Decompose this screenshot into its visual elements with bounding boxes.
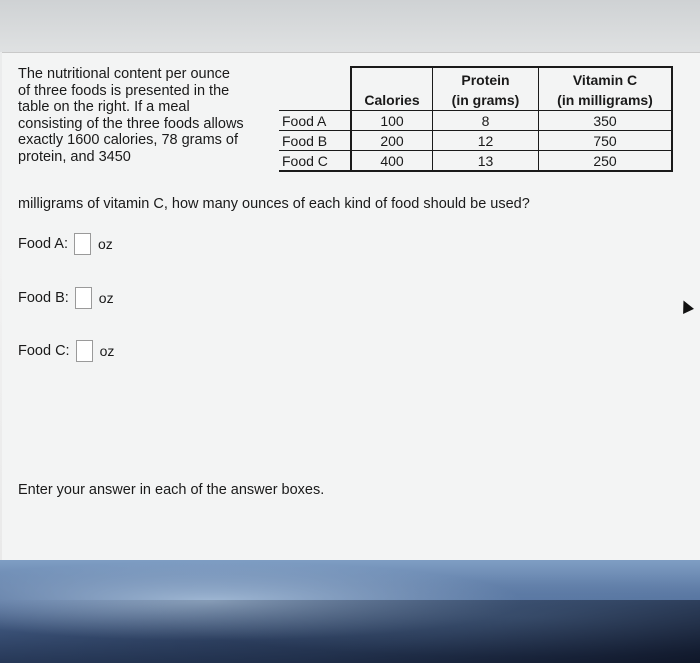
question-line: protein, and 3450 <box>18 148 131 165</box>
header-vitamin-line1: Vitamin C <box>572 72 638 88</box>
cell-vitamin: 750 <box>539 131 673 151</box>
question-line: exactly 1600 calories, 78 grams of <box>18 132 239 148</box>
answer-row-food-c <box>18 340 114 362</box>
cell-protein: 8 <box>433 111 539 131</box>
top-strip <box>0 0 700 52</box>
row-label: Food C <box>279 151 351 172</box>
wallpaper-shadow <box>0 600 700 663</box>
answer-label: Food A: <box>18 236 68 252</box>
cell-vitamin: 250 <box>539 151 673 172</box>
header-protein <box>433 67 539 111</box>
cell-calories: 100 <box>351 111 433 131</box>
header-protein-line2: (in grams) <box>451 92 520 108</box>
row-label: Food A <box>279 111 351 131</box>
table-corner <box>279 67 351 111</box>
header-calories <box>351 67 433 111</box>
question-line: of three foods is presented in the <box>18 82 230 99</box>
answer-input-food-b[interactable] <box>75 287 92 309</box>
question-line: table on the right. If a meal <box>18 99 190 115</box>
cell-vitamin: 350 <box>539 111 673 131</box>
unit-label: oz <box>97 236 113 252</box>
question-tail: milligrams of vitamin C, how many ounces of each kind of food should be used? <box>18 196 530 212</box>
table-row <box>279 151 672 172</box>
row-label: Food B <box>279 131 351 151</box>
nutrition-table <box>279 66 673 172</box>
answer-row-food-b <box>18 287 114 309</box>
question-text <box>18 66 280 165</box>
cell-calories: 400 <box>351 151 433 172</box>
cell-calories: 200 <box>351 131 433 151</box>
unit-label: oz <box>98 290 114 306</box>
cell-protein: 13 <box>433 151 539 172</box>
table-header-row <box>279 67 672 111</box>
unit-label: oz <box>99 343 115 359</box>
answer-row-food-a <box>18 233 113 255</box>
header-vitamin <box>539 67 673 111</box>
question-line: The nutritional content per ounce <box>18 66 230 82</box>
table-row <box>279 131 672 151</box>
instructions-text: Enter your answer in each of the answer boxes. <box>18 482 325 498</box>
answer-input-food-a[interactable] <box>74 233 91 255</box>
header-protein-line1: Protein <box>461 72 510 88</box>
cell-protein: 12 <box>433 131 539 151</box>
answer-input-food-c[interactable] <box>76 340 93 362</box>
table-row <box>279 111 672 131</box>
header-vitamin-line2: (in milligrams) <box>557 92 653 108</box>
answer-label: Food B: <box>18 290 69 306</box>
answer-label: Food C: <box>18 343 70 359</box>
question-line: consisting of the three foods allows <box>18 115 244 132</box>
header-calories-text: Calories <box>364 92 420 108</box>
